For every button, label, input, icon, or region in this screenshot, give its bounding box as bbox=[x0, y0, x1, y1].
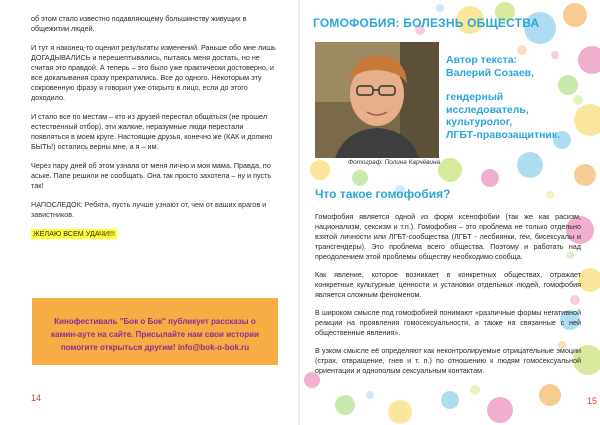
author-role-line: ЛГБТ-правозащитник. bbox=[446, 128, 561, 141]
right-page bbox=[300, 0, 600, 425]
author-photo bbox=[315, 42, 439, 158]
page-number-left: 14 bbox=[31, 393, 42, 403]
section-heading: Что такое гомофобия? bbox=[315, 187, 451, 201]
right-article-text bbox=[315, 212, 581, 384]
right-paragraph: В узком смысле её определяют как неконтролируемые отрицательные эмоции (страх, отвращение, гнев и т. п.) по отношению к людям гомосексуальной ориентации и однополым сексуальным контактам. bbox=[315, 346, 581, 375]
author-label: Автор текста: bbox=[446, 54, 518, 66]
right-paragraph: Как явление, которое возникает в конкретных обществах, отражает конкретные культурные ценности и установки отдельных людей, гомофобия является сложным феноменом. bbox=[315, 270, 581, 299]
festival-callout-box: Кинофестиваль "Бок о Бок" публикует рассказы о камин-ауте на сайте. Присылайте нам свои истории помогите открыться другим! info@bok-o-bok.ru bbox=[32, 298, 278, 365]
page-number-right: 15 bbox=[587, 396, 598, 406]
left-paragraph: И тут я наконец-то оценил результаты изменений. Раньше обо мне лишь ДОГАДЫВАЛИСЬ и перешептывались, пытаясь меня достать, но не считая это правдой. А теперь – это было уже практически достоверно, и все докапывания сразу прекратились. Все до одного. Некоторым эту сокровенную фразу я говорил уже открыто в лицо, если до этого доходило. bbox=[31, 43, 276, 102]
left-paragraph: И стало все по местам – кто из друзей перестал общаться (не прошел естественный отбор), эти жалкие, неразумные люди перестали появляться в моем круге. Настоящие друзья, конечно же (КАК и должно БЫТЬ!) остались верны мне, а я – им. bbox=[31, 112, 273, 151]
author-block bbox=[446, 54, 586, 153]
left-paragraph: об этом стало известно подавляющему большинству живущих в общежитии людей. bbox=[31, 14, 247, 33]
photo-credit: Фотограф: Полина Карчёвина bbox=[348, 159, 441, 166]
page-title: ГОМОФОБИЯ: БОЛЕЗНЬ ОБЩЕСТВА bbox=[313, 16, 540, 30]
highlighted-wish: ЖЕЛАЮ ВСЕМ УДАЧИ!!! bbox=[33, 229, 116, 238]
author-role-line: гендерный bbox=[446, 91, 504, 103]
author-role-line: культуролог, bbox=[446, 116, 513, 128]
author-name: Валерий Созаев, bbox=[446, 66, 535, 79]
right-paragraph: Гомофобия является одной из форм ксенофобии (так же как расизм, национализм, сексизм и т.п.). Гомофобия – это проблема не только отдельно взятой личности или ЛГБТ-сообщества (ЛГБТ - лесбиянки, геи, бисексуалы и трансгендеры). Это проблема всего общества. Поэтому и работать над преодолением этой проблемы обществу необходимо сообща. bbox=[315, 212, 581, 261]
left-postscript: НАПОСЛЕДОК: Ребята, пусть лучше узнают от, чем от ваших врагов и завистников. bbox=[31, 200, 267, 219]
left-paragraph: Через пару дней об этом узнала от меня лично и моя мама. Правда, по аське. Папе решили не сообщать. Она так просто захотела – ну и пусть так! bbox=[31, 161, 272, 190]
author-role-line: исследователь, bbox=[446, 103, 529, 116]
left-article-text bbox=[31, 14, 281, 248]
right-paragraph: В широком смысле под гомофобией понимают «различные формы негативной реакции на проявления гомосексуальности, а также на связанные с ней общественные явления». bbox=[315, 308, 581, 337]
